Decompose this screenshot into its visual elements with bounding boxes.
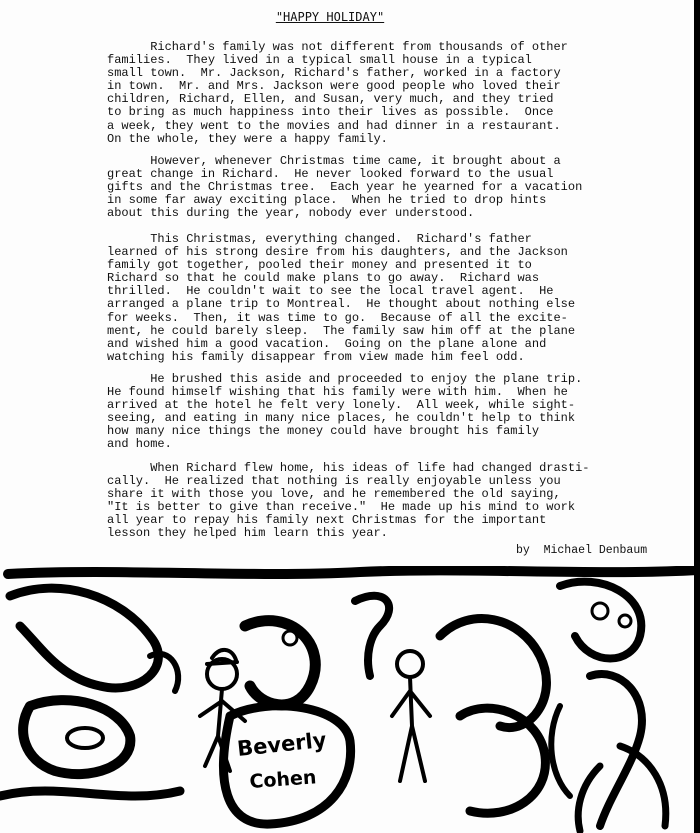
octopus-tentacles xyxy=(578,746,666,831)
paragraph-5: When Richard flew home, his ideas of life had changed drasti- cally. He realized that nothing is really enjoyable unless you share it with those you love, and he remembered the old saying, "It is better to give than receive." He made up his mind to work all year to repay his family next Christmas for the important lesson they helped him learn this year. xyxy=(107,461,590,541)
page-edge-shadow xyxy=(694,0,700,833)
left-blob-shape xyxy=(23,700,130,774)
ghost-eye-right-icon xyxy=(619,615,631,627)
second-figure-head xyxy=(397,651,423,677)
paragraph-4: He brushed this aside and proceeded to enjoy the plane trip. He found himself wishing that his family were with him. When he arrived at the hotel he felt very lonely. All week, while sight- seeing, and eating in many nice places, he couldn't help to think how many nice things the money could have brought his family and home. xyxy=(107,372,583,452)
story-title: "HAPPY HOLIDAY" xyxy=(275,10,385,24)
signature-line-1: Beverly xyxy=(236,727,328,761)
ghost-eye-left-icon xyxy=(592,603,608,619)
paragraph-2: However, whenever Christmas time came, it brought about a great change in Richard. He never looked forward to the usual gifts and the Christmas tree. Each year he yearned for a vacation in some far away exciting place. When he tried to drop hints about this during the year, nobody ever understood. xyxy=(107,154,583,221)
holiday-illustration xyxy=(0,566,700,833)
central-bird-shape xyxy=(245,621,315,705)
blob-eye-icon xyxy=(67,728,103,748)
author-byline: by Michael Denbaum xyxy=(516,544,648,557)
signature-tablet xyxy=(223,706,350,824)
duck-neck-shape xyxy=(355,596,389,676)
bottom-left-swirl xyxy=(0,791,180,796)
signature-line-2: Cohen xyxy=(248,766,318,793)
wave-line xyxy=(551,706,570,796)
paragraph-3: This Christmas, everything changed. Richard's father learned of his strong desire from his daughters, and the Jackson family got together, pooled their money and presented it to Richard so that he could make plans to go away. Richard was thrilled. He couldn't wait to see the local travel agent. He arranged a plane trip to Montreal. He thought about nothing else for weeks. Then, it was time to go. Because of all the excite- ment, he could barely sleep. The family saw him off at the plane and wished him a good vacation. Going on the plane alone and watching his family disappear from view made him feel odd. xyxy=(107,232,576,364)
hat-icon xyxy=(207,650,237,664)
illustration-border xyxy=(8,570,698,574)
paragraph-1: Richard's family was not different from thousands of other families. They lived in a typical small house in a typical small town. Mr. Jackson, Richard's father, worked in a factory in town. Mr. and Mrs. Jackson were good people who loved their children, Richard, Ellen, and Susan, very much, and they tried to bring as much happiness into their lives as possible. Once a week, they went to the movies and had dinner in a restaurant. On the whole, they were a happy family. xyxy=(107,40,568,146)
left-creature-shape xyxy=(10,588,158,688)
bird-eye-icon xyxy=(283,631,297,645)
second-figure-body xyxy=(392,677,430,781)
